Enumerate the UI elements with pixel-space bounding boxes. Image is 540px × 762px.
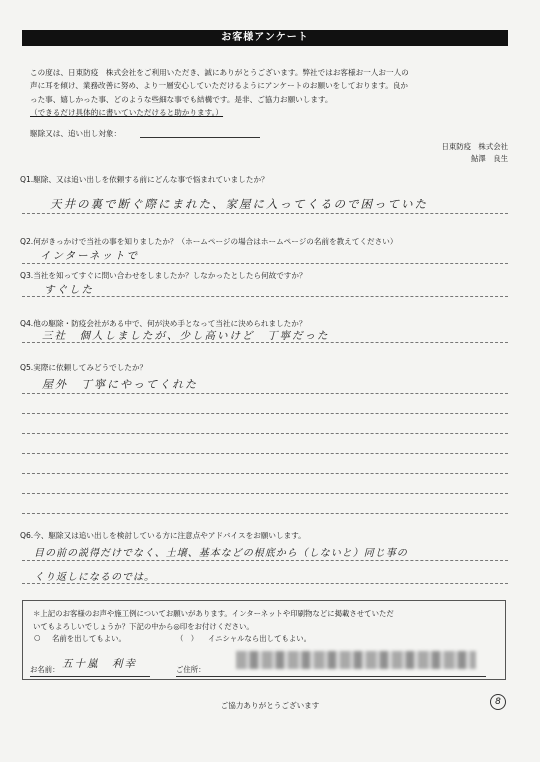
answer-line xyxy=(22,513,508,514)
answer-line xyxy=(22,433,508,434)
answer-4: 三社 個人しましたが、少し高いけど 丁寧だった xyxy=(42,330,330,342)
answer-1: 天井の裏で断ぐ際にまれた、家屋に入ってくるので困っていた xyxy=(50,197,428,211)
name-label: お名前： xyxy=(30,665,60,674)
question-2: Q2.何がきっかけで当社の事を知りましたか？（ホームページの場合はホームページの名前を教えてください） xyxy=(20,237,398,246)
answer-line xyxy=(22,453,508,454)
consent-text xyxy=(33,607,503,633)
answer-line xyxy=(22,296,508,297)
company-block xyxy=(441,141,508,165)
answer-line xyxy=(22,342,508,343)
address-label: ご住所： xyxy=(176,665,206,674)
option-2-mark[interactable]: （ ） xyxy=(176,634,199,643)
answer-line xyxy=(22,263,508,264)
redacted-address xyxy=(236,651,476,669)
option-1-label: 名前を出してもよい。 xyxy=(52,634,126,643)
answer-line xyxy=(22,583,508,584)
name-field-line xyxy=(30,676,150,677)
option-2-label: イニシャルなら出してもよい。 xyxy=(208,634,312,643)
company-person: 鮎澤 良生 xyxy=(471,154,508,163)
question-3: Q3.当社を知ってすぐに問い合わせをしましたか？しなかったとしたら何故ですか？ xyxy=(20,271,307,280)
answer-line xyxy=(22,473,508,474)
question-5: Q5.実際に依頼してみどうでしたか？ xyxy=(20,363,148,372)
page-title: お客様アンケート xyxy=(22,30,508,46)
intro-line: （できるだけ具体的に書いていただけると助かります。） xyxy=(30,108,224,118)
intro-line: った事、嬉しかった事、どのような些細な事でも結構です。是非、ご協力お願いします。 xyxy=(30,94,333,104)
page-number: 8 xyxy=(490,694,506,710)
answer-6-continued: くり返しになるのでは。 xyxy=(34,572,155,583)
question-4: Q4.他の駆除・防疫会社がある中で、何が決め手となって当社に決められましたか？ xyxy=(20,319,307,328)
answer-3: すぐした xyxy=(44,284,94,296)
answer-line xyxy=(22,413,508,414)
target-field-line xyxy=(140,137,260,138)
answer-line xyxy=(22,493,508,494)
company-name: 日東防疫 株式会社 xyxy=(441,142,508,151)
intro-text xyxy=(30,66,510,120)
answer-6: 目の前の説得だけでなく、土壌、基本などの根底から（しないと）同じ事の xyxy=(34,548,408,559)
question-1: Q1.駆除、又は追い出しを依頼する前にどんな事で悩まれていましたか？ xyxy=(20,175,269,184)
name-value: 五十嵐 利幸 xyxy=(62,658,137,670)
question-6: Q6.今、駆除又は追い出しを検討している方に注意点やアドバイスをお願いします。 xyxy=(20,531,306,540)
consent-line: いてもよろしいでしょうか？下記の中から◎印をお付けください。 xyxy=(33,622,254,631)
answer-5: 屋外 丁寧にやってくれた xyxy=(42,378,198,391)
intro-line: 声に耳を傾け、業務改善に努め、より一層安心していただけるようにアンケートのお願いをしております。良か xyxy=(30,81,409,91)
address-field-line xyxy=(176,676,486,677)
intro-line: この度は、日東防疫 株式会社をご利用いただき、誠にありがとうございます。弊社ではお客様お一人お一人の xyxy=(30,68,409,77)
option-1-mark[interactable]: ○ xyxy=(34,633,41,642)
answer-2: インターネットで xyxy=(40,250,140,262)
answer-line xyxy=(22,393,508,394)
answer-line xyxy=(22,213,508,214)
footer-thanks: ご協力ありがとうございます xyxy=(220,701,320,710)
target-label: 駆除又は、追い出し対象： xyxy=(30,129,122,138)
answer-line xyxy=(22,560,508,561)
consent-line: ＊上記のお客様のお声や施工例についてお願いがあります。インターネットや印刷物などに掲載させていただ xyxy=(33,609,394,618)
